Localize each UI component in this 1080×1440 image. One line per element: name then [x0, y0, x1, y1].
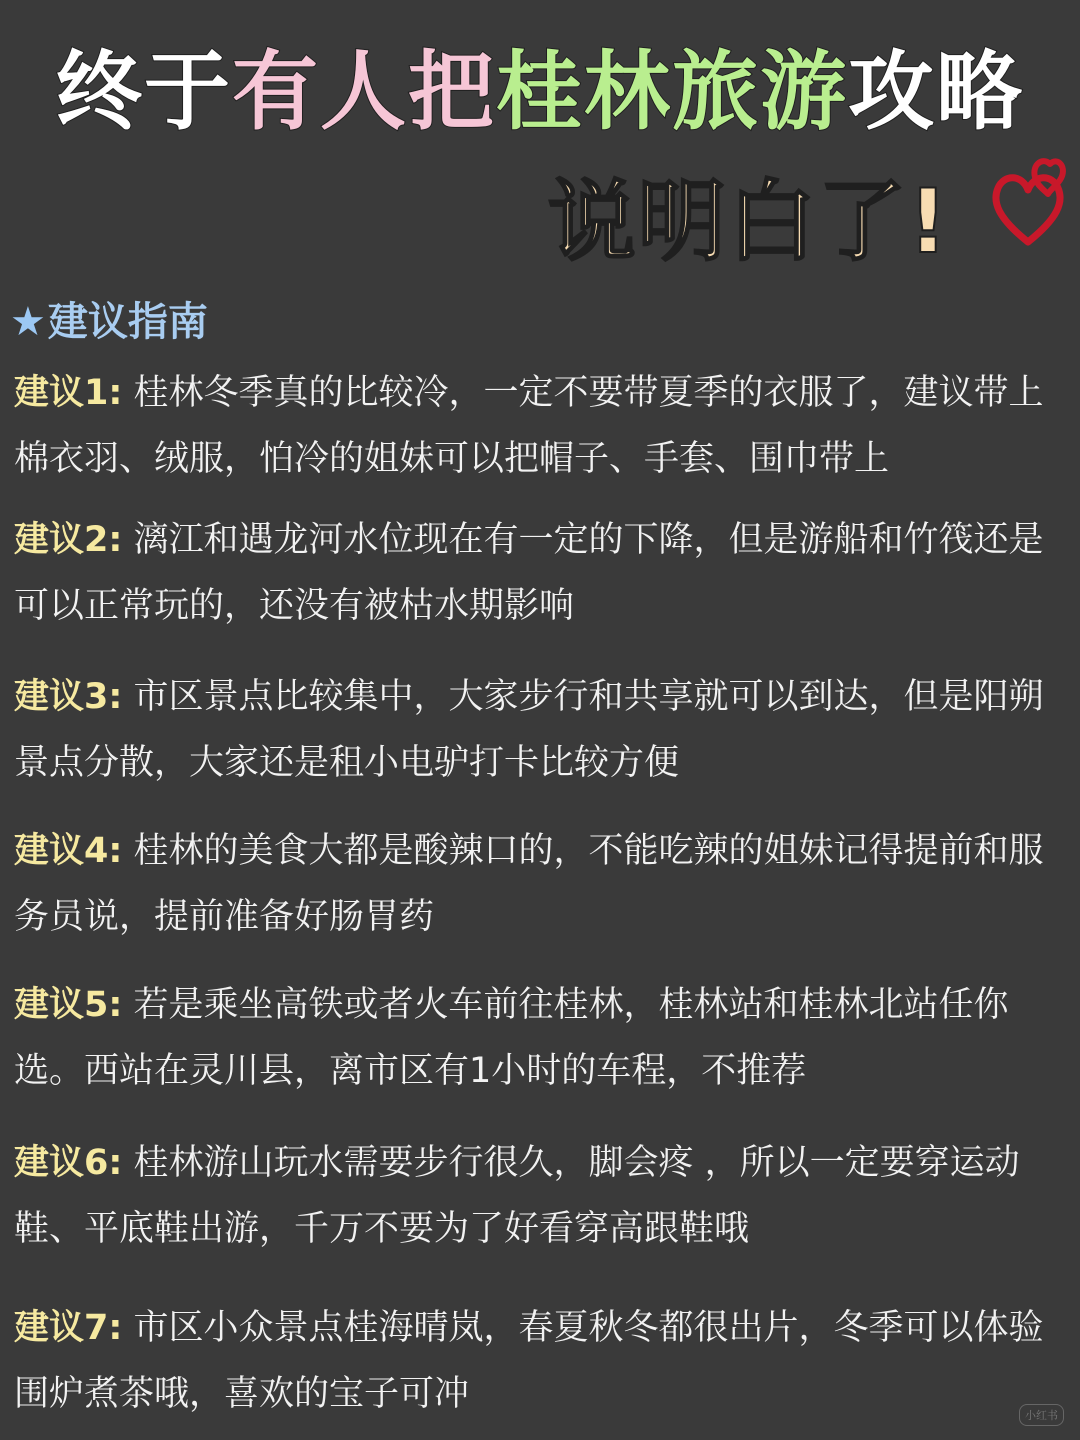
tip-label: 建议4: — [14, 831, 123, 871]
title-part-white: 终于 — [56, 42, 232, 142]
tip-item-2 — [14, 507, 1064, 639]
section-heading — [10, 290, 208, 347]
heart-icon — [988, 150, 1068, 250]
section-heading-text: 建议指南 — [47, 299, 208, 345]
tip-item-3 — [14, 664, 1064, 796]
title-part-pink: 有人把 — [232, 42, 496, 142]
tip-item-6 — [14, 1130, 1064, 1262]
tip-label: 建议3: — [14, 677, 123, 717]
title-part-white-2: 攻略 — [848, 42, 1024, 142]
tip-item-5 — [14, 972, 1064, 1104]
tip-label: 建议2: — [14, 520, 123, 560]
tip-text: 若是乘坐高铁或者火车前往桂林，桂林站和桂林北站任你选。西站在灵川县，离市区有1小时的车程，不推荐 — [14, 985, 1009, 1091]
tip-label: 建议7: — [14, 1308, 123, 1348]
tip-text: 桂林的美食大都是酸辣口的，不能吃辣的姐妹记得提前和服务员说，提前准备好肠胃药 — [14, 831, 1044, 937]
watermark: 小红书 — [1019, 1404, 1064, 1426]
tip-label: 建议5: — [14, 985, 123, 1025]
star-icon: ★ — [10, 299, 46, 345]
tip-item-1 — [14, 360, 1064, 492]
page-title-line2: 说明白了! — [547, 170, 950, 273]
tip-text: 漓江和遇龙河水位现在有一定的下降，但是游船和竹筏还是可以正常玩的，还没有被枯水期影响 — [14, 520, 1044, 626]
page-title-line1 — [0, 22, 1080, 146]
tip-text: 市区小众景点桂海晴岚，春夏秋冬都很出片，冬季可以体验围炉煮茶哦，喜欢的宝子可冲 — [14, 1308, 1044, 1414]
tip-text: 桂林游山玩水需要步行很久，脚会疼 ，所以一定要穿运动鞋、平底鞋出游，千万不要为了好看穿高跟鞋哦 — [14, 1143, 1020, 1249]
tip-text: 桂林冬季真的比较冷，一定不要带夏季的衣服了，建议带上棉衣羽、绒服，怕冷的姐妹可以把帽子、手套、围巾带上 — [14, 373, 1044, 479]
title-part-green: 桂林旅游 — [496, 42, 848, 142]
tip-item-7 — [14, 1295, 1064, 1427]
tip-item-4 — [14, 818, 1064, 950]
tip-label: 建议1: — [14, 373, 123, 413]
tip-text: 市区景点比较集中，大家步行和共享就可以到达，但是阳朔景点分散，大家还是租小电驴打卡比较方便 — [14, 677, 1044, 783]
tip-label: 建议6: — [14, 1143, 123, 1183]
